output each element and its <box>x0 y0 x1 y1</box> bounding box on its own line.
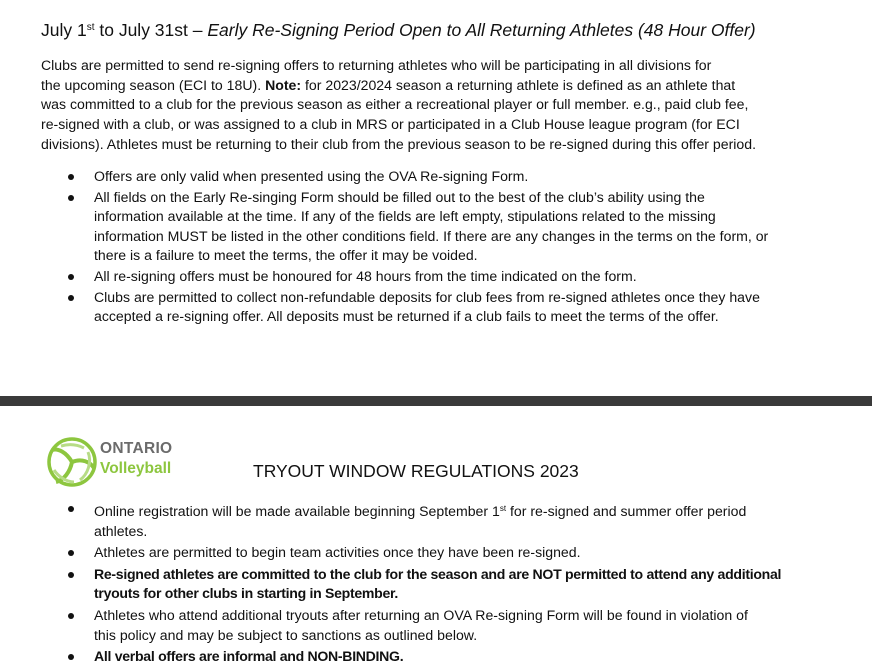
logo-wordmark-ontario: ONTARIO <box>100 440 173 457</box>
section-heading <box>41 20 756 41</box>
list-item-text: Athletes are permitted to begin team activities once they have been re-signed. <box>94 544 581 561</box>
page-divider <box>0 396 872 406</box>
heading-italic-title: Early Re-Signing Period Open to All Returning Athletes (48 Hour Offer) <box>207 20 756 40</box>
ontario-volleyball-logo <box>46 436 176 488</box>
list-item-text: information available at the time. If any of the fields are left empty, stipulations related to the missing <box>94 208 716 225</box>
list-item-text: Offers are only valid when presented using the OVA Re-signing Form. <box>94 168 529 184</box>
list-item-text: All verbal offers are informal and NON-BINDING. <box>94 648 404 665</box>
volleyball-logo-icon <box>46 436 98 488</box>
bullet-icon <box>68 195 74 201</box>
intro-note-text: for 2023/2024 season a returning athlete is defined as an athlete that <box>301 76 736 93</box>
logo-wordmark-volleyball: Volleyball <box>100 460 172 477</box>
resigning-rules-list <box>41 167 861 328</box>
list-item-text: accepted a re-signing offer. All deposits must be returned if a club fails to meet the terms of the offer. <box>94 308 719 325</box>
intro-paragraph <box>41 56 841 155</box>
list-item-text: All re-signing offers must be honoured for 48 hours from the time indicated on the form. <box>94 267 637 284</box>
list-item <box>41 188 861 266</box>
bullet-icon <box>68 654 74 660</box>
list-item-text: this policy and may be subject to sanctions as outlined below. <box>94 626 478 643</box>
note-label: Note: <box>265 76 302 93</box>
list-item-text: Clubs are permitted to collect non-refundable deposits for club fees from re-signed athletes once they have <box>94 288 760 305</box>
list-item-text: All fields on the Early Re-singing Form should be filled out to the best of the club’s ability using the <box>94 188 705 205</box>
bullet-icon <box>68 274 74 280</box>
list-item <box>41 565 861 604</box>
heading-date: July 1 <box>41 20 87 40</box>
heading-date-rest: to July 31st – <box>94 20 208 40</box>
bullet-icon <box>68 174 74 180</box>
list-item-text: Athletes who attend additional tryouts after returning an OVA Re-signing Form will be found in violation of <box>94 606 748 623</box>
intro-line: Clubs are permitted to send re-signing offers to returning athletes who will be participating in all divisions for <box>41 57 712 73</box>
intro-line: divisions). Athletes must be returning to their club from the previous season to be re-signed during this offer period. <box>41 135 756 152</box>
list-item-text: tryouts for other clubs in starting in September. <box>94 585 399 602</box>
list-item-text-part: for re-signed and summer offer period <box>506 503 747 519</box>
bullet-icon <box>68 295 74 301</box>
list-item-text: athletes. <box>94 522 148 539</box>
list-item-text: information MUST be listed in the other conditions field. If there are any changes in the terms on the form, or <box>94 227 769 244</box>
bullet-icon <box>68 613 74 619</box>
bullet-icon <box>68 550 74 556</box>
list-item-text <box>94 499 861 522</box>
list-item <box>41 267 861 287</box>
list-item-text-part: Online registration will be made available beginning September 1 <box>94 503 500 519</box>
tryout-rules-list <box>41 499 861 669</box>
list-item <box>41 606 861 645</box>
superscript: st <box>499 504 507 513</box>
list-item <box>41 167 861 187</box>
list-item <box>41 288 861 327</box>
list-item <box>41 647 861 667</box>
intro-line: was committed to a club for the previous season as either a recreational player or full member. e.g., paid club fee, <box>41 96 749 113</box>
intro-line: re-signed with a club, or was assigned to a club in MRS or participated in a Club House league program (for ECI <box>41 116 740 133</box>
list-item <box>41 543 861 563</box>
list-item-text: Re-signed athletes are committed to the club for the season and are NOT permitted to attend any additional <box>94 565 782 582</box>
bullet-icon <box>68 506 74 512</box>
list-item <box>41 499 861 541</box>
intro-line <box>41 76 841 96</box>
bullet-icon <box>68 572 74 578</box>
heading-date-superscript: st <box>86 22 95 33</box>
intro-text: the upcoming season (ECI to 18U). <box>41 76 266 93</box>
list-item-text: there is a failure to meet the terms, the offer it may be voided. <box>94 247 478 264</box>
tryout-regulations-title: TRYOUT WINDOW REGULATIONS 2023 <box>253 461 579 481</box>
